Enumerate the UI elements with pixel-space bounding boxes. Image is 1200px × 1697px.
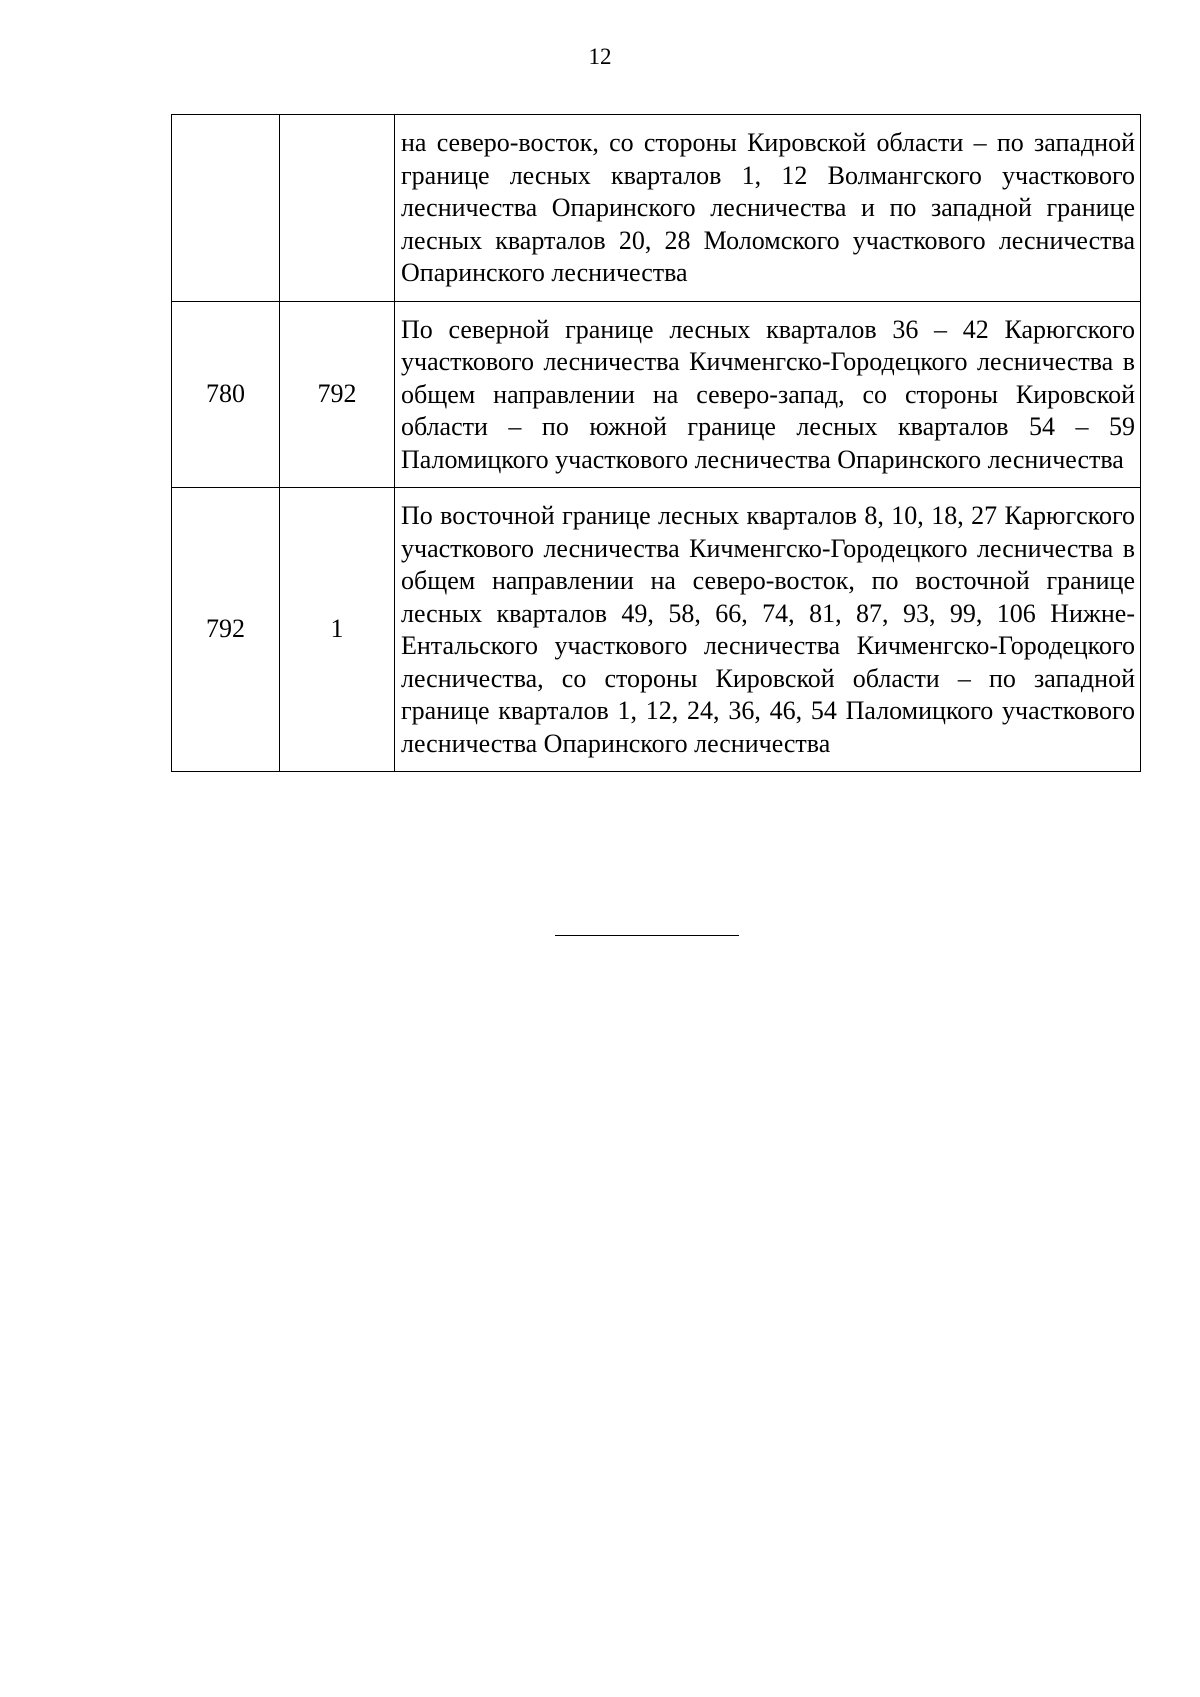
point-from-cell: 792 (172, 488, 280, 772)
point-from-cell: 780 (172, 301, 280, 488)
point-to-cell: 792 (280, 301, 395, 488)
point-to-cell: 1 (280, 488, 395, 772)
table-row (172, 488, 1141, 772)
point-from-cell (172, 115, 280, 302)
boundary-description-cell: на северо-восток, со стороны Кировской области – по западной границе лесных кварталов 1, 12 Волмангского участкового лесничества Опаринского лесничества и по западной границе лесных кварталов 20, 28 Моломского участкового лесничества Опаринского лесничества (395, 115, 1141, 302)
boundary-table (171, 114, 1141, 772)
page-number: 12 (588, 44, 612, 69)
point-to-cell (280, 115, 395, 302)
table-row (172, 301, 1141, 488)
table-row (172, 115, 1141, 302)
boundary-description-cell: По восточной границе лесных кварталов 8, 10, 18, 27 Карюгского участкового лесничества Кичменгско-Городецкого лесничества в общем направлении на северо-восток, по восточной границе лесных кварталов 49, 58, 66, 74, 81, 87, 93, 99, 106 Нижне-Ентальского участкового лесничества Кичменгско-Городецкого лесничества, со стороны Кировской области – по западной границе кварталов 1, 12, 24, 36, 46, 54 Паломицкого участкового лесничества Опаринского лесничества (395, 488, 1141, 772)
end-of-document-rule (555, 935, 739, 936)
boundary-description-cell: По северной границе лесных кварталов 36 – 42 Карюгского участкового лесничества Кичменгско-Городецкого лесничества в общем направлении на северо-запад, со стороны Кировской области – по южной границе лесных кварталов 54 – 59 Паломицкого участкового лесничества Опаринского лесничества (395, 301, 1141, 488)
